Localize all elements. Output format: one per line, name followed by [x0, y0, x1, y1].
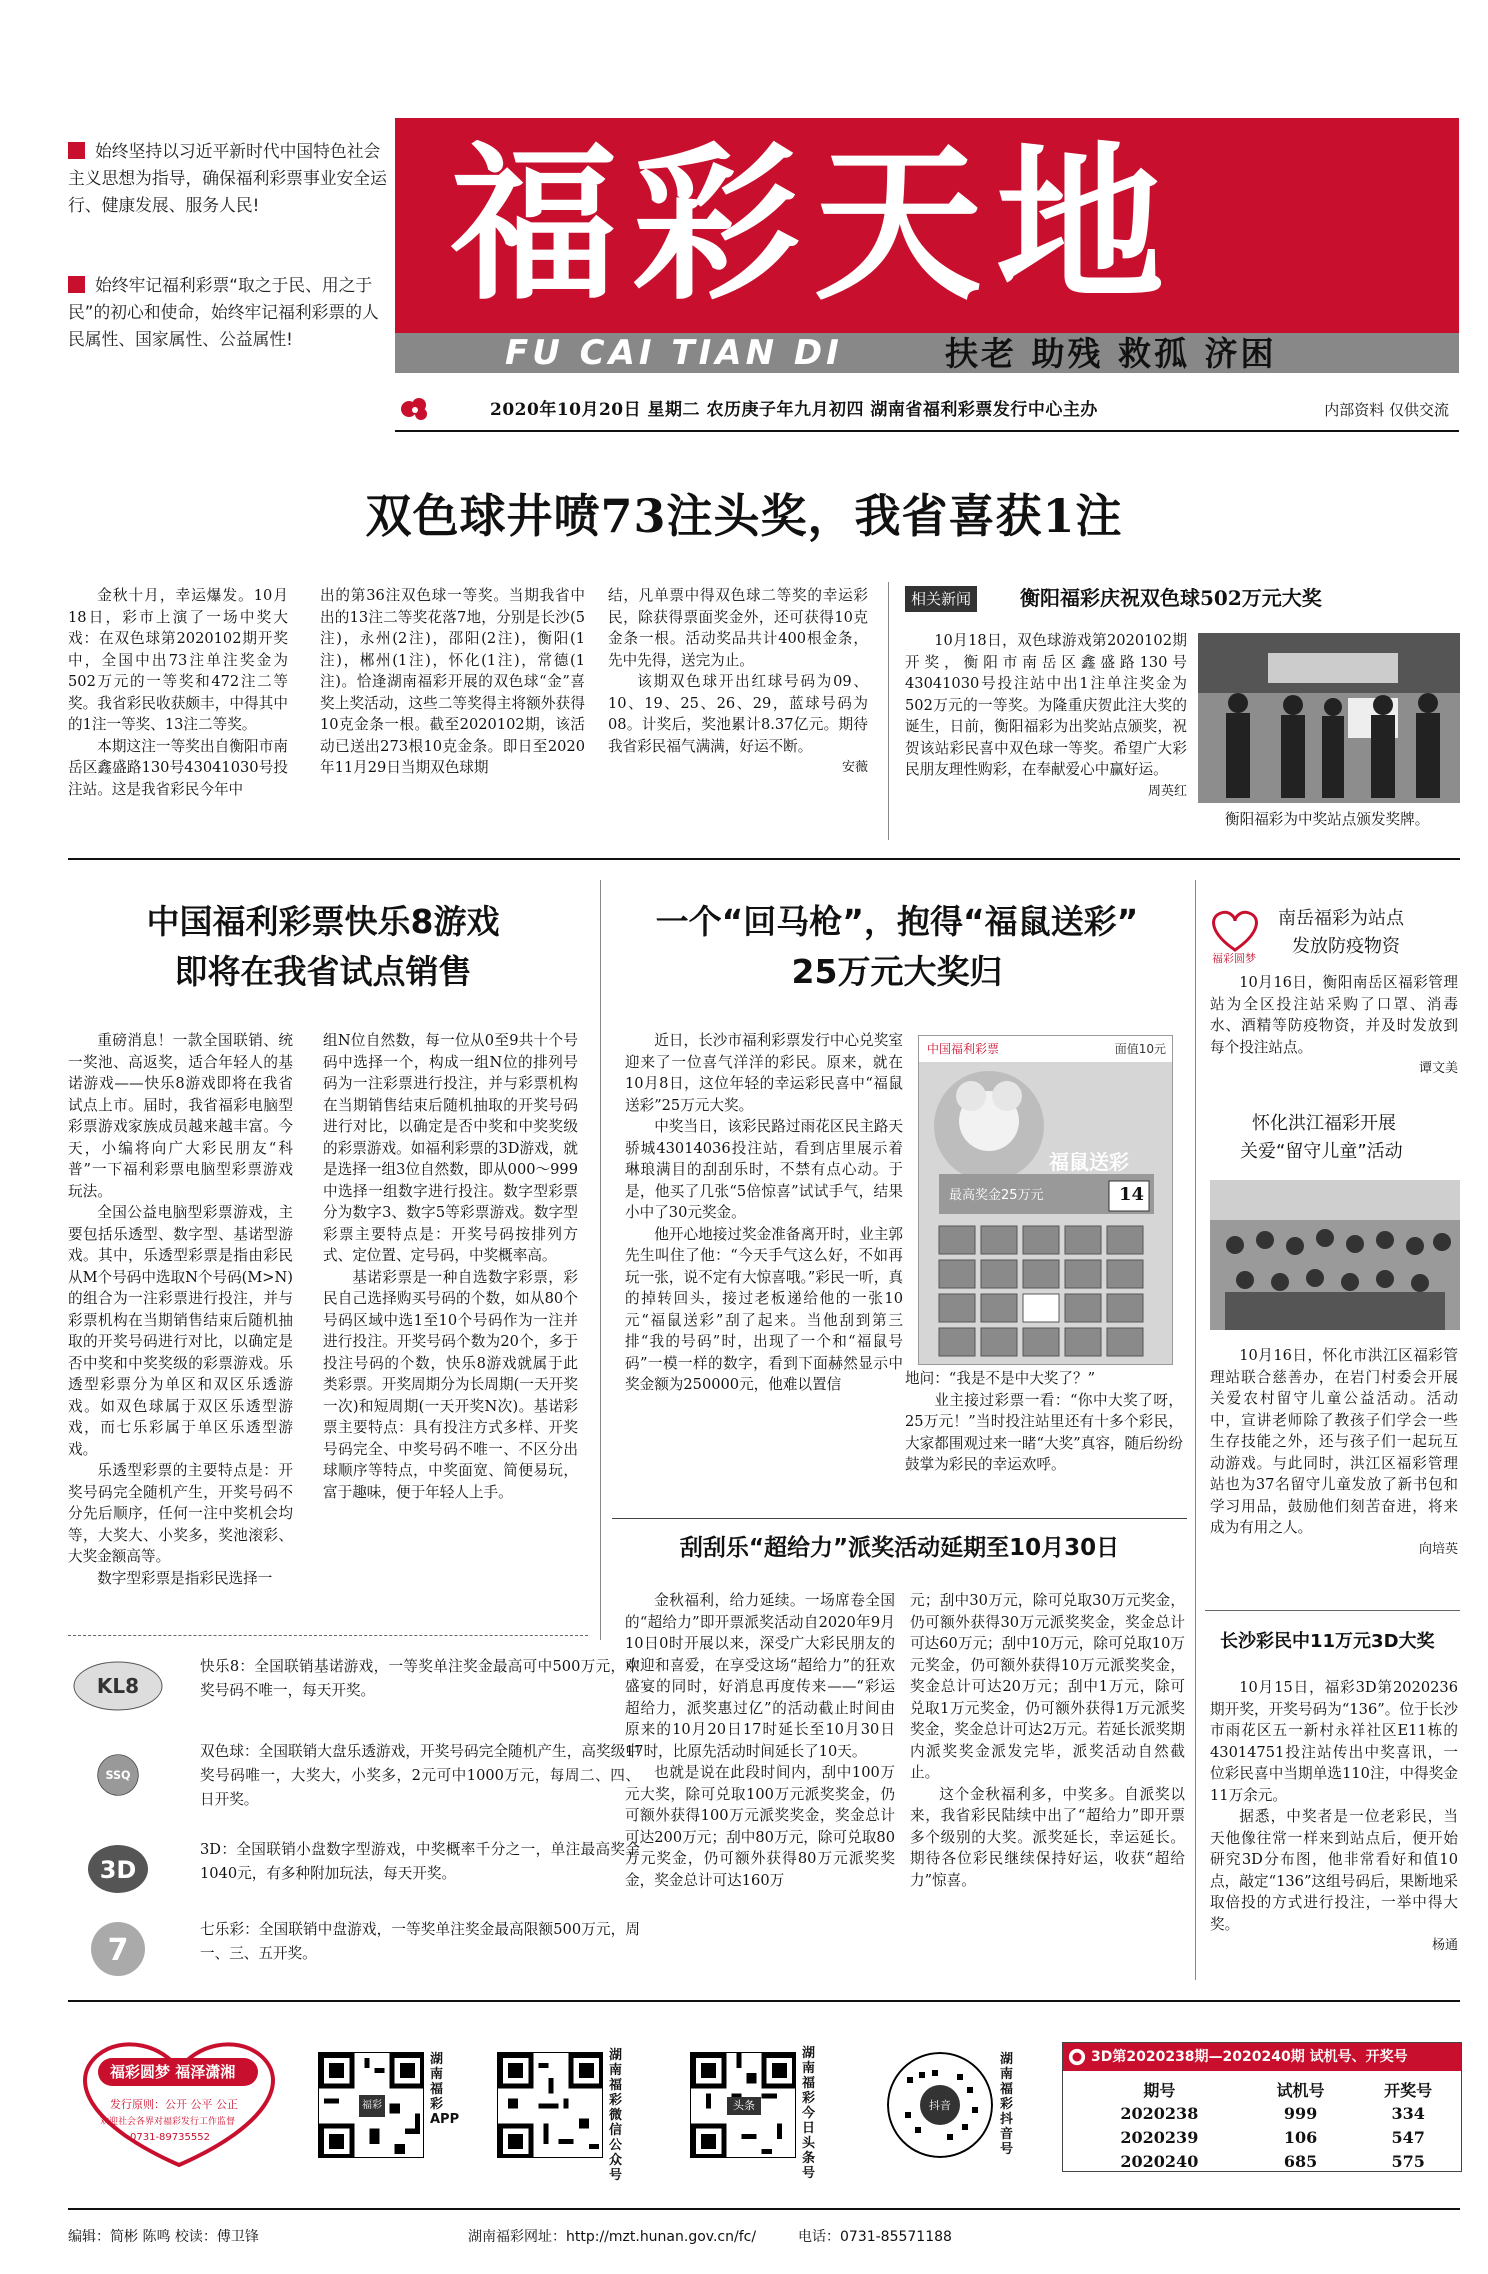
svg-text:SSQ: SSQ	[105, 1769, 131, 1783]
lead-col-1: 金秋十月，幸运爆发。10月18日，彩市上演了一场中奖大戏：在双色球第2020102期开奖中，全国中出73注单注奖金为502万元的一等奖和472注二等奖。我省彩民收获颇丰，中得其中的1注一等奖、13注二等奖。 本期这注一等奖出自衡阳市南岳区鑫盛路130号43041030号投注站。这是我省彩民今年中	[68, 587, 288, 798]
welfare-lottery-logo-icon	[399, 395, 431, 423]
qr-label-app: 湖南福彩APP	[430, 2052, 460, 2127]
internal-notice: 内部资料 仅供交流	[1324, 401, 1449, 419]
huimaqiang-headline-line-2: 25万元大奖归	[791, 952, 1003, 991]
footer-website[interactable]: 湖南福彩网址：http://mzt.hunan.gov.cn/fc/	[468, 2229, 757, 2245]
hongjiang-author: 向培英	[1418, 1541, 1458, 1557]
changsha3d-body: 10月15日，福彩3D第2020236期开奖，开奖号码为“136”。位于长沙市雨花区五一新村永祥社区E11栋的43014751投注站传出中奖喜讯，一位彩民喜中当期单选110注，中得奖金11万余元。 据悉，中奖者是一位老彩民，当天他像往常一样来到站点后，便开始研究3D分布图，他非常看好和值10点，敲定“136”这组号码后，果断地采取倍投的方式进行投注，一举中得大奖。 杨通	[1210, 1677, 1458, 1982]
nanyue-body: 10月16日，衡阳南岳区福彩管理站为全区投注站采购了口罩、消毒水、酒精等防疫物资，并及时发放到每个投注站点。 谭文美	[1210, 972, 1458, 1082]
footer-phone: 电话：0731-85571188	[798, 2229, 952, 2245]
results-table	[1072, 2077, 1462, 2173]
related-headline: 衡阳福彩庆祝双色球502万元大奖	[1020, 586, 1322, 610]
huimaqiang-col-2: 地问：“我是不是中大奖了？” 业主接过彩票一看：“你中大奖了呀，25万元！”当时投注站里还有十多个彩民，大家都围观过来一睹“大奖”真容，随后纷纷鼓掌为彩民的幸运欢呼。	[905, 1370, 1183, 1473]
hongjiang-title-1: 怀化洪江福彩开展	[1252, 1113, 1396, 1134]
qr-label-wechat: 湖南福彩微信公众号	[609, 2048, 623, 2183]
footer-ad-banner	[68, 2040, 290, 2170]
qlc-logo-icon	[68, 1918, 168, 1980]
chaojili-col-2: 元；刮中30万元，除可兑取30万元奖金，仍可额外获得30万元派奖奖金，奖金总计可达60万元；刮中10万元，除可兑取10万元奖金，仍可额外获得10万元派奖奖金，奖金总计可达20万元；刮中1万元，除可兑取1万元奖金，仍可额外获得1万元派奖奖金，奖金总计可达2万元。若延长派奖期内派奖奖金派发完毕，派奖活动自然截止。 这个金秋福利多，中奖多。自派奖以来，我省彩民陆续中出了“超给力”即开票多个级别的大奖。派奖延长，幸运延长。期待各位彩民继续保持好运，收获“超给力”惊喜。	[910, 1592, 1185, 1889]
red-square-icon	[68, 142, 85, 159]
ad-line-2: 欢迎社会各界对福彩发行工作监督	[100, 2117, 236, 2127]
results-header-issue: 期号	[1143, 2080, 1176, 2100]
nanyue-title-2: 发放防疫物资	[1292, 936, 1400, 957]
nanyue-title-1: 南岳福彩为站点	[1278, 908, 1404, 929]
changsha3d-title: 长沙彩民中11万元3D大奖	[1220, 1631, 1435, 1652]
qr-code-app[interactable]	[318, 2052, 424, 2158]
ticket-price: 面值10元	[1114, 1042, 1166, 1056]
ticket-title: 福鼠送彩	[1049, 1150, 1129, 1174]
ssq-logo-icon	[83, 1740, 153, 1810]
qr-code-wechat[interactable]	[497, 2052, 603, 2158]
dateline	[395, 392, 1459, 428]
lead-col-3: 结，凡单票中得双色球二等奖的幸运彩民，除获得票面奖金外，还可获得10克金条一根。活动奖品共计400根金条，先中先得，送完为止。 该期双色球开出红球号码为09、10、19、25、26、29，蓝球号码为08。计奖后，奖池累计8.37亿元。期待我省彩民福气满满，好运不断。 安薇	[608, 585, 868, 835]
changsha3d-author: 杨通	[1431, 1938, 1458, 1953]
game-row-3d: 3D 3D：全国联销小盘数字型游戏，中奖概率千分之一，单注最高奖金1040元，有多种附加玩法，每天开奖。	[68, 1838, 588, 1898]
qr-badge-douyin: 抖音	[929, 2099, 951, 2112]
fucai-dream-logo-icon	[1205, 905, 1265, 955]
ticket-brand: 中国福利彩票	[927, 1042, 1000, 1056]
nanyue-logo-text: 福彩圆梦	[1212, 952, 1256, 965]
masthead	[395, 118, 1459, 373]
lead-col-2: 出的第36注双色球一等奖。当期我省中出的13注二等奖花落7地，分别是长沙(5注)，永州(2注)，邵阳(2注)，衡阳(1注)，郴州(1注)，怀化(1注)，常德(1注)。恰逢湖南福彩开展的双色球“金”喜奖上奖活动，这些二等奖得主将额外获得10克金条一根。截至2020102期，该活动已送出273根10克金条。即日至2020年11月29日当期双色球期	[320, 587, 585, 776]
ad-line-1: 发行原则：公开 公平 公正	[110, 2098, 238, 2111]
qr-code-toutiao[interactable]	[690, 2052, 796, 2158]
game-row-kl8: KL8 快乐8：全国联销基诺游戏，一等奖单注奖金最高可中500万元，中奖号码不唯一，每天开奖。	[68, 1655, 588, 1725]
ticket-prize: 最高奖金25万元	[949, 1188, 1044, 1203]
results-title-bar	[1063, 2043, 1461, 2071]
ad-title: 福彩圆梦 福泽潇湘	[110, 2063, 236, 2081]
footer-bar	[0, 2220, 1488, 2274]
kl8-logo-icon	[68, 1655, 168, 1717]
game-row-ssq: SSQ 双色球：全国联销大盘乐透游戏，开奖号码完全随机产生，高奖级中奖号码唯一，大奖大，小奖多，2元可中1000万元，每周二、四、日开奖。	[68, 1740, 588, 1820]
results-title: 3D第2020238期—2020240期 试机号、开奖号	[1091, 2049, 1408, 2065]
hongjiang-body: 10月16日，怀化市洪江区福彩管理站联合慈善办，在岩门村委会开展关爱农村留守儿童公益活动。活动中，宣讲老师除了教孩子们学会一些生存技能之外，还与孩子们一起玩互动游戏。与此同时，洪江区福彩管理站也为37名留守儿童发放了新书包和学习用品，鼓励他们刻苦奋进，将来成为有用之人。 向培英	[1210, 1345, 1458, 1605]
related-news-tag: 相关新闻	[905, 586, 977, 612]
qr-code-douyin[interactable]	[887, 2052, 993, 2158]
scratch-ticket-photo	[918, 1035, 1173, 1365]
kl8-headline-line-2: 即将在我省试点销售	[174, 952, 472, 991]
masthead-pinyin: FU CAI TIAN DI	[505, 333, 843, 373]
results-header-test: 试机号	[1276, 2080, 1325, 2100]
huimaqiang-headline-line-1: 一个“回马枪”，抱得“福鼠送彩”	[655, 902, 1139, 941]
lead-headline: 双色球井喷73注头奖，我省喜获1注	[365, 489, 1123, 543]
qr-badge-toutiao: 头条	[727, 2097, 761, 2115]
masthead-band	[395, 333, 1459, 373]
huimaqiang-col-1: 近日，长沙市福利彩票发行中心兑奖室迎来了一位喜气洋洋的彩民。原来，就在10月8日，这位年轻的幸运彩民喜中“福鼠送彩”25万元大奖。 中奖当日，该彩民路过雨花区民主路天骄城43014036投注站，看到店里展示着琳琅满目的刮刮乐时，不禁有点心动。于是，他买了几张“5倍惊喜”试试手气，结果小中了30元奖金。 他开心地接过奖金准备离开时，业主郭先生叫住了他：“今天手气这么好，不如再玩一张，说不定有大惊喜哦。”彩民一听，真的掉转回头，接过老板递给他的一张10元“福鼠送彩”刮了起来。当他刮到第三排“我的号码”时，出现了一个和“福鼠号码”一模一样的数字，看到下面赫然显示中奖金额为250000元，他难以置信	[625, 1032, 903, 1393]
qr-label-toutiao: 湖南福彩今日头条号	[802, 2046, 816, 2181]
motto-item-1: 始终坚持以习近平新时代中国特色社会主义思想为指导，确保福利彩票事业安全运行、健康发展、服务人民!	[68, 141, 387, 215]
hongjiang-title-2: 关爱“留守儿童”活动	[1240, 1141, 1403, 1162]
masthead-slogan: 扶老 助残 救孤 济困	[945, 334, 1277, 373]
related-author: 周英红	[1147, 783, 1187, 799]
children-activity-photo	[1210, 1180, 1460, 1330]
kl8-col-2: 组N位自然数，每一位从0至9共十个号码中选择一个，构成一组N位的排列号码为一注彩票进行投注，并与彩票机构在当期销售结束后随机抽取的开奖号码进行对比，以确定是否中奖和中奖奖级的彩票游戏。如福利彩票的3D游戏，就是选择一组3位自然数，即从000～999中选择一组数字进行投注。数字型彩票分为数字3、数字5等彩票游戏。数字型彩票主要特点是：开奖号码按排列方式、定位置、定号码，中奖概率高。 基诺彩票是一种自选数字彩票，彩民自己选择购买号码的个数，如从80个号码区域中选1至10个号码作为一注并进行投注。开奖号码个数为20个，多于投注号码的个数，快乐8游戏就属于此类彩票。开奖周期分为长周期(一天开奖一次)和短周期(一天开奖N次)。基诺彩票主要特点：具有投注方式多样、开奖号码完全、中奖号码不唯一、不区分出球顺序等特点，中奖面宽、简便易玩，富于趣味，便于年轻人上手。	[323, 1032, 578, 1501]
date-text: 2020年10月20日 星期二 农历庚子年九月初四 湖南省福利彩票发行中心主办	[490, 400, 1098, 420]
qr-label-douyin: 湖南福彩抖音号	[1000, 2052, 1014, 2157]
table-row: 2020240 685 575	[1120, 2151, 1425, 2171]
ad-phone: 0731-89735552	[130, 2132, 210, 2143]
svg-text:7: 7	[107, 1933, 129, 1968]
award-photo	[1198, 633, 1460, 803]
chaojili-headline: 刮刮乐“超给力”派奖活动延期至10月30日	[679, 1535, 1120, 1561]
chaojili-col-1: 金秋福利，给力延续。一场席卷全国的“超给力”即开票派奖活动自2020年9月10日0时开展以来，深受广大彩民朋友的欢迎和喜爱，在享受这场“超给力”的狂欢盛宴的同时，好消息再度传来——“彩运超给力，派奖惠过亿”的活动截止时间由原来的10月20日17时延长至10月30日17时，比原先活动时间延长了10天。 也就是说在此段时间内，刮中100万元大奖，除可兑取100万元派奖奖金，仍可额外获得100万元派奖奖金，奖金总计可达200万元；刮中80万元，除可兑取80万元奖金，仍可额外获得80万元派奖奖金，奖金总计可达160万	[625, 1592, 895, 1889]
masthead-title: 福彩天地	[450, 125, 1178, 323]
table-row: 2020239 106 547	[1120, 2127, 1425, 2147]
lead-author: 安薇	[841, 760, 868, 775]
motto-item-2: 始终牢记福利彩票“取之于民、用之于民”的初心和使命，始终牢记福利彩票的人民属性、国家属性、公益属性!	[68, 275, 379, 349]
3d-logo-icon	[68, 1838, 168, 1900]
footer-editors: 编辑：简彬 陈鸣 校读：傅卫锋	[68, 2229, 259, 2245]
nanyue-author: 谭文美	[1418, 1061, 1458, 1076]
results-logo-icon	[1068, 2048, 1086, 2066]
qr-badge-app: 福彩	[359, 2095, 385, 2117]
ticket-number: 14	[1119, 1184, 1145, 1205]
kl8-col-1: 重磅消息！一款全国联销、统一奖池、高返奖，适合年轻人的基诺游戏——快乐8游戏即将在我省试点上市。届时，我省福彩电脑型彩票游戏家族成员越来越丰富。今天，小编将向广大彩民朋友“科普”一下福利彩票电脑型彩票游戏玩法。 全国公益电脑型彩票游戏，主要包括乐透型、数字型、基诺型游戏。其中，乐透型彩票是指由彩民从M个号码中选取N个号码(M>N)的组合为一注彩票进行投注，并与彩票机构在当期销售结束后随机抽取的开奖号码进行对比，以确定是否中奖和中奖奖级的彩票游戏。乐透型彩票分为单区和双区乐透游戏。如双色球属于双区乐透型游戏，而七乐彩属于单区乐透型游戏。 乐透型彩票的主要特点是：开奖号码完全随机产生，开奖号码不分先后顺序，任何一注中奖机会均等，大奖大、小奖多，奖池滚彩、大奖金额高等。 数字型彩票是指彩民选择一	[68, 1032, 293, 1587]
svg-text:KL8: KL8	[96, 1674, 140, 1698]
results-header-draw: 开奖号	[1384, 2080, 1433, 2100]
table-row: 2020238 999 334	[1120, 2103, 1425, 2123]
svg-text:3D: 3D	[99, 1856, 137, 1884]
related-body: 10月18日，双色球游戏第2020102期开奖，衡阳市南岳区鑫盛路130号43041030号投注站中出1注单注奖金为502万元的一等奖。为隆重庆贺此注大奖的诞生，日前，衡阳福彩为出奖站点颁奖，祝贺该站彩民喜中双色球一等奖。希望广大彩民朋友理性购彩，在奉献爱心中赢好运。 周英红	[905, 630, 1187, 830]
award-photo-caption: 衡阳福彩为中奖站点颁发奖牌。	[1225, 811, 1430, 828]
red-square-icon	[68, 276, 85, 293]
game-row-qlc: 7 七乐彩：全国联销中盘游戏，一等奖单注奖金最高限额500万元，周一、三、五开奖。	[68, 1918, 588, 1978]
kl8-headline-line-1: 中国福利彩票快乐8游戏	[146, 902, 500, 941]
